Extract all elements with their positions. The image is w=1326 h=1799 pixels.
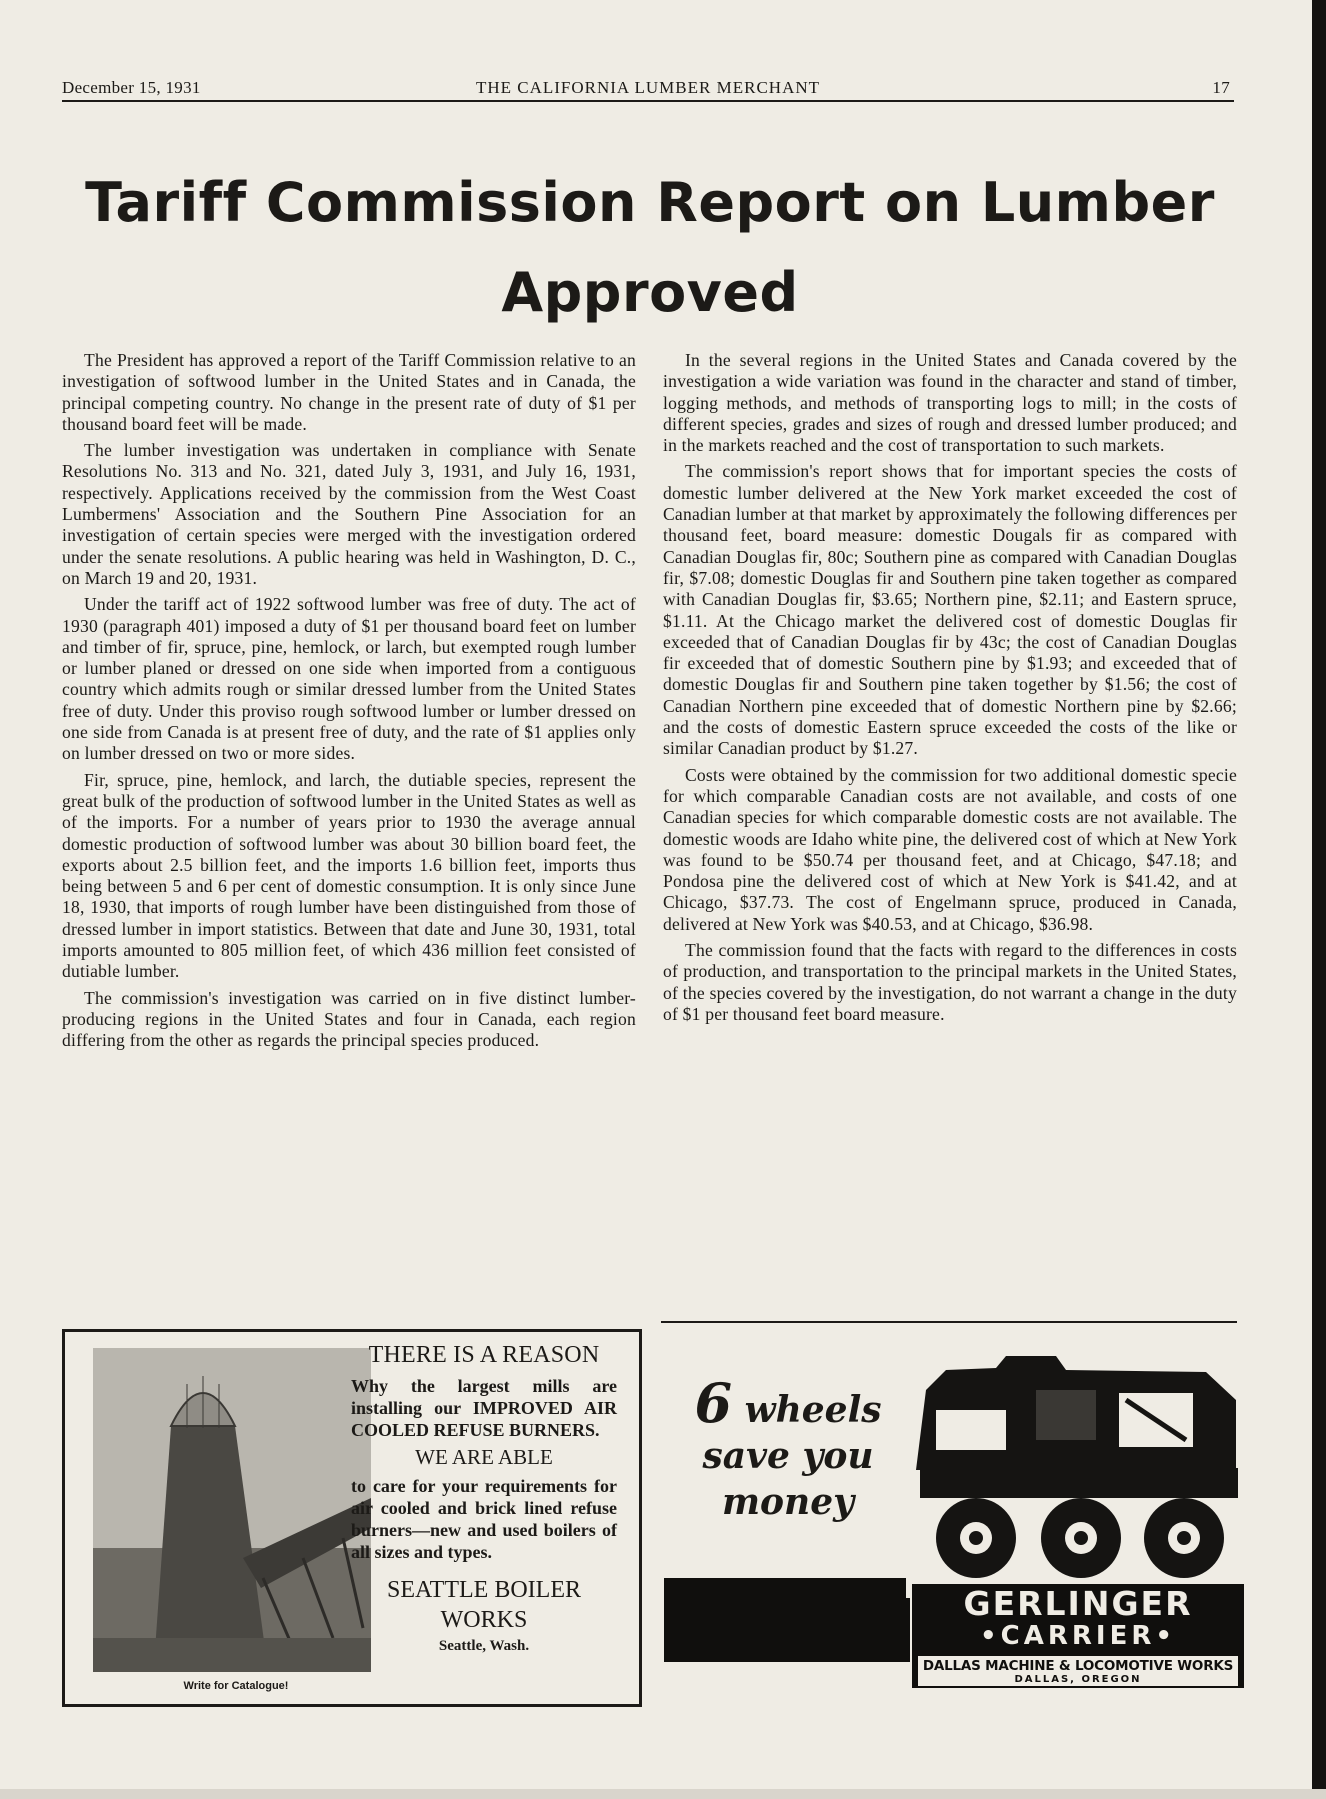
running-head bbox=[62, 76, 1234, 102]
page-number: 17 bbox=[1212, 78, 1230, 97]
article-paragraph: Under the tariff act of 1922 softwood lumber was free of duty. The act of 1930 (paragraph 401) imposed a duty of $1 per thousand board feet on lumber and timber of fir, spruce, pine, hemlock, or larch, but exempted rough lumber or lumber planed or dressed on one side when imported from a contiguous country which admits rough or similar dressed lumber from the United States free of duty. Under this proviso rough softwood lumber or lumber dressed on one side from Canada is at present free of duty, and the rate of $1 applies only on lumber dressed on two or more sides. bbox=[62, 594, 636, 764]
seattle-boiler-ad bbox=[62, 1329, 642, 1707]
article-paragraph: The commission found that the facts with regard to the differences in costs of production, and transportation to the principal markets in the United States, of the species covered by the investigation, do not warrant a change in the duty of $1 per thousand feet board measure. bbox=[663, 940, 1237, 1024]
journal-title: THE CALIFORNIA LUMBER MERCHANT bbox=[475, 78, 821, 97]
maker-city: DALLAS, OREGON bbox=[1014, 1674, 1142, 1685]
scan-right-edge bbox=[1312, 0, 1326, 1799]
boiler-ad-copy bbox=[351, 1342, 617, 1655]
boiler-company-city: Seattle, Wash. bbox=[438, 1638, 530, 1654]
carrier-vehicle-illustration bbox=[906, 1350, 1244, 1598]
headline-line-2: Approved bbox=[501, 261, 799, 324]
boiler-ad-body-1: Why the largest mills are installing our IMPROVED AIR COOLED REFUSE BURNERS. bbox=[351, 1376, 617, 1440]
boiler-company-name: SEATTLE BOILER WORKS bbox=[387, 1577, 581, 1633]
brand-name: GERLINGER bbox=[963, 1584, 1193, 1623]
article-paragraph: The President has approved a report of the Tariff Commission relative to an investigation of softwood lumber in the United States and in Canada, the principal competing country. No change in the present rate of duty of $1 per thousand board feet will be made. bbox=[62, 350, 636, 434]
boiler-ad-title: THERE IS A REASON bbox=[368, 1342, 600, 1368]
boiler-ad-subtitle: WE ARE ABLE bbox=[415, 1445, 553, 1469]
ad-divider-rule bbox=[661, 1321, 1237, 1323]
slogan-line-3: money bbox=[721, 1481, 855, 1523]
article-paragraph: Costs were obtained by the commission for two additional domestic specie for which comparable Canadian costs are not available, and costs of one Canadian species for which comparable domestic costs are not available. The domestic woods are Idaho white pine, the delivered cost of which at New York was found to be $50.74 per thousand feet, and at Chicago, $47.18; and Pondosa pine the delivered cost of which at New York is $41.42, and at Chicago, $37.73. The cost of Engelmann spruce, produced in Canada, delivered at New York was $40.53, and at Chicago, $36.98. bbox=[663, 764, 1237, 934]
solid-black-block bbox=[664, 1578, 910, 1662]
refuse-burner-photo bbox=[93, 1348, 371, 1672]
maker-box bbox=[918, 1656, 1238, 1686]
catalogue-caption: Write for Catalogue! bbox=[183, 1680, 289, 1692]
brand-product: •CARRIER• bbox=[980, 1621, 1176, 1651]
article-column-right bbox=[663, 350, 1237, 1030]
gerlinger-carrier-ad bbox=[662, 1330, 1238, 1710]
maker-name: DALLAS MACHINE & LOCOMOTIVE WORKS bbox=[922, 1658, 1234, 1674]
slogan-wheels: wheels bbox=[744, 1389, 882, 1431]
carrier-slogan bbox=[678, 1371, 898, 1525]
slogan-line-2: save you bbox=[702, 1435, 874, 1477]
article-paragraph: The commission's report shows that for important species the costs of domestic lumber delivered at the New York market exceeded the cost of Canadian lumber at that market by approximately the following differences per thousand feet, board measure: domestic Dougals fir as compared with Canadian Douglas fir, 80c; Southern pine as compared with Canadian Douglas fir, $7.08; domestic Douglas fir and Southern pine taken together as compared with Canadian Douglas fir, $3.65; Northern pine, $2.11; and Eastern spruce, $1.11. At the Chicago market the delivered cost of domestic Douglas fir exceeded that of Canadian Douglas fir by 43c; the cost of Canadian Douglas fir exceeded that of domestic Southern pine by $1.93; and exceeded that of domestic Douglas fir and Southern pine taken together by $1.56; the cost of Canadian Northern pine exceeded that of domestic Northern pine by $2.66; and the costs of domestic Eastern spruce exceeded the costs of the like or similar Canadian product by $1.27. bbox=[663, 461, 1237, 759]
article-paragraph: In the several regions in the United States and Canada covered by the investigation a wide variation was found in the character and stand of timber, logging methods, and methods of transporting logs to mill; in the costs of different species, grades and sizes of rough and dressed lumber produced; and in the markets reached and the cost of transportation to such markets. bbox=[663, 350, 1237, 456]
refuse-burner-illustration bbox=[93, 1348, 371, 1672]
gerlinger-brand-box bbox=[912, 1584, 1244, 1688]
scan-bottom-edge bbox=[0, 1789, 1326, 1799]
article-paragraph: The lumber investigation was undertaken in compliance with Senate Resolutions No. 313 and No. 321, dated July 3, 1931, and July 16, 1931, respectively. Applications received by the commission from the West Coast Lumbermens' Association and the Southern Pine Association for an investigation of certain species were merged with the investigation ordered under the senate resolutions. A public hearing was held in Washington, D. C., on March 19 and 20, 1931. bbox=[62, 440, 636, 588]
article-column-left bbox=[62, 350, 636, 1057]
article-headline bbox=[80, 158, 1220, 338]
issue-date: December 15, 1931 bbox=[62, 78, 201, 97]
boiler-ad-body-2: to care for your requirements for air cooled and brick lined refuse burners—new and used boilers of all sizes and types. bbox=[351, 1476, 617, 1562]
article-paragraph: Fir, spruce, pine, hemlock, and larch, the dutiable species, represent the great bulk of the production of softwood lumber in the United States as well as of the imports. For a number of years prior to 1930 the average annual domestic production of softwood lumber was about 30 billion board feet, the exports about 2.5 billion feet, and the imports 1.6 billion feet, imports thus being between 5 and 6 per cent of domestic consumption. It is only since June 18, 1930, that imports of rough lumber have been distinguished from those of dressed lumber in import statistics. Between that date and June 30, 1931, total imports amounted to 805 million feet, of which 436 million feet consisted of dutiable lumber. bbox=[62, 769, 636, 982]
article-paragraph: The commission's investigation was carried on in five distinct lumber-producing regions in the United States and four in Canada, each region differing from the other as regards the principal species produced. bbox=[62, 987, 636, 1051]
headline-line-1: Tariff Commission Report on Lumber bbox=[85, 171, 1215, 234]
slogan-number: 6 bbox=[694, 1371, 733, 1435]
